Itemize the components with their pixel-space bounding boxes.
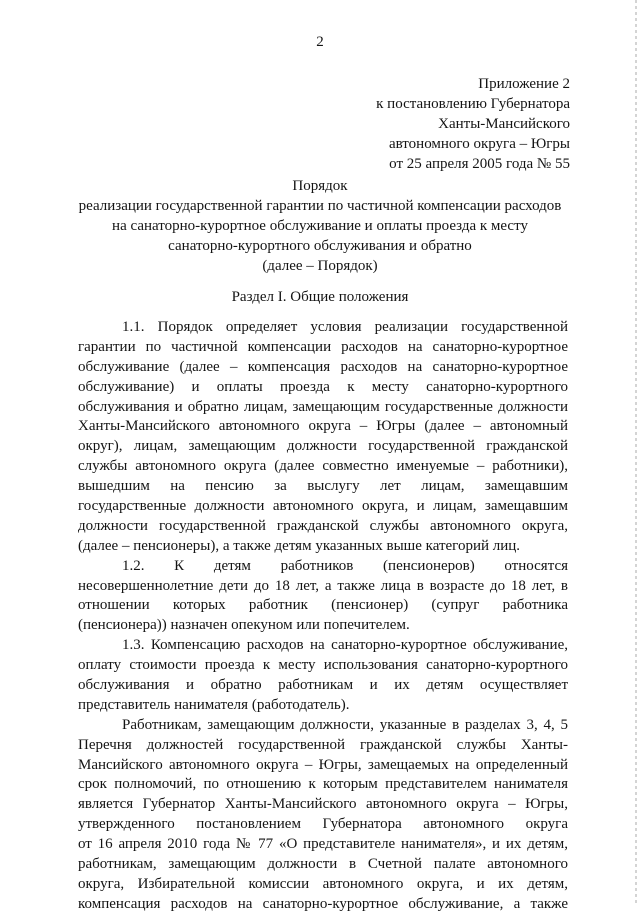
body-line: (пенсионера)) назначен опекуном или попечителем. — [78, 617, 410, 634]
page-number: 2 — [316, 34, 324, 50]
body-line: государственные должности автономного округа, и лицам, замещавшим — [78, 498, 568, 515]
body-line: представитель нанимателя (работодатель). — [78, 696, 350, 713]
scan-edge-artifact — [635, 0, 637, 905]
body-line: является Губернатор Ханты-Мансийского автономного округа – Югры, — [78, 796, 568, 813]
body-line: отношении которых работник (пенсионер) (супруг работника — [78, 597, 568, 614]
body-line: (далее – пенсионеры), а также детям указанных выше категорий лиц. — [78, 537, 521, 554]
body-line: несовершеннолетние дети до 18 лет, а также лица в возрасте до 18 лет, в — [78, 577, 568, 594]
body-line: Мансийского автономного округа – Югры, замещаемых на определенный — [78, 756, 568, 773]
body-line: срок полномочий, по отношению к которым представителем нанимателя — [78, 776, 568, 793]
body-line: Работникам, замещающим должности, указанные в разделах 3, 4, 5 — [122, 716, 568, 733]
body-line: обслуживание) и оплаты проезда к месту санаторно-курортного — [78, 378, 568, 395]
body-line: работникам, замещающим должности в Счетной палате автономного — [78, 856, 568, 873]
title-line: санаторно-курортного обслуживания и обратно — [168, 238, 472, 254]
body-line: утвержденного постановлением Губернатора автономного округа — [78, 816, 568, 833]
appendix-line: Приложение 2 — [478, 76, 570, 92]
body-line: компенсация расходов на санаторно-курортное обслуживание, а также — [78, 895, 568, 912]
body-line: обслуживания и обратно лицам, замещающим государственные должности — [78, 398, 568, 415]
body-line: 1.2. К детям работников (пенсионеров) относятся — [122, 557, 568, 574]
title-line: реализации государственной гарантии по частичной компенсации расходов — [78, 198, 562, 214]
body-line: службы автономного округа (далее совместно именуемые – работники), — [78, 458, 568, 475]
appendix-line: к постановлению Губернатора — [376, 96, 570, 112]
body-line: вышедшим на пенсию за выслугу лет лицам, замещавшим — [78, 478, 568, 495]
title-line: (далее – Порядок) — [262, 258, 378, 274]
body-line: 1.3. Компенсацию расходов на санаторно-курортное обслуживание, — [122, 637, 568, 654]
body-text — [78, 318, 568, 915]
body-line: гарантии по частичной компенсации расходов на санаторно-курортное — [78, 338, 568, 355]
appendix-line: Ханты-Мансийского — [438, 116, 570, 132]
appendix-line: автономного округа – Югры — [388, 136, 570, 152]
section-heading: Раздел I. Общие положения — [231, 289, 409, 305]
body-line: от 16 апреля 2010 года № 77 «О представителе нанимателя», и их детям, — [78, 836, 568, 853]
body-line: обслуживание (далее – компенсация расходов на санаторно-курортное — [78, 358, 568, 375]
title-line: Порядок — [292, 178, 348, 194]
document-title — [60, 176, 580, 276]
body-line: Перечня должностей государственной гражданской службы Ханты- — [78, 736, 568, 753]
body-line: округ), лицам, замещающим должности государственной гражданской — [78, 438, 568, 455]
body-line: оплату стоимости проезда к месту использования санаторно-курортного — [78, 657, 568, 674]
appendix-header — [376, 74, 570, 174]
title-line: на санаторно-курортное обслуживание и оплаты проезда к месту — [112, 218, 528, 234]
body-line: обслуживания и обратно работникам и их детям осуществляет — [78, 677, 568, 694]
body-line: округа, Избирательной комиссии автономного округа, и их детям, — [78, 875, 568, 892]
appendix-line: от 25 апреля 2005 года № 55 — [389, 156, 570, 172]
body-line: 1.1. Порядок определяет условия реализации государственной — [122, 319, 568, 335]
body-line: Ханты-Мансийского автономного округа – Югры (далее – автономный — [78, 418, 568, 435]
body-line: должности государственной гражданской службы автономного округа, — [78, 517, 568, 534]
